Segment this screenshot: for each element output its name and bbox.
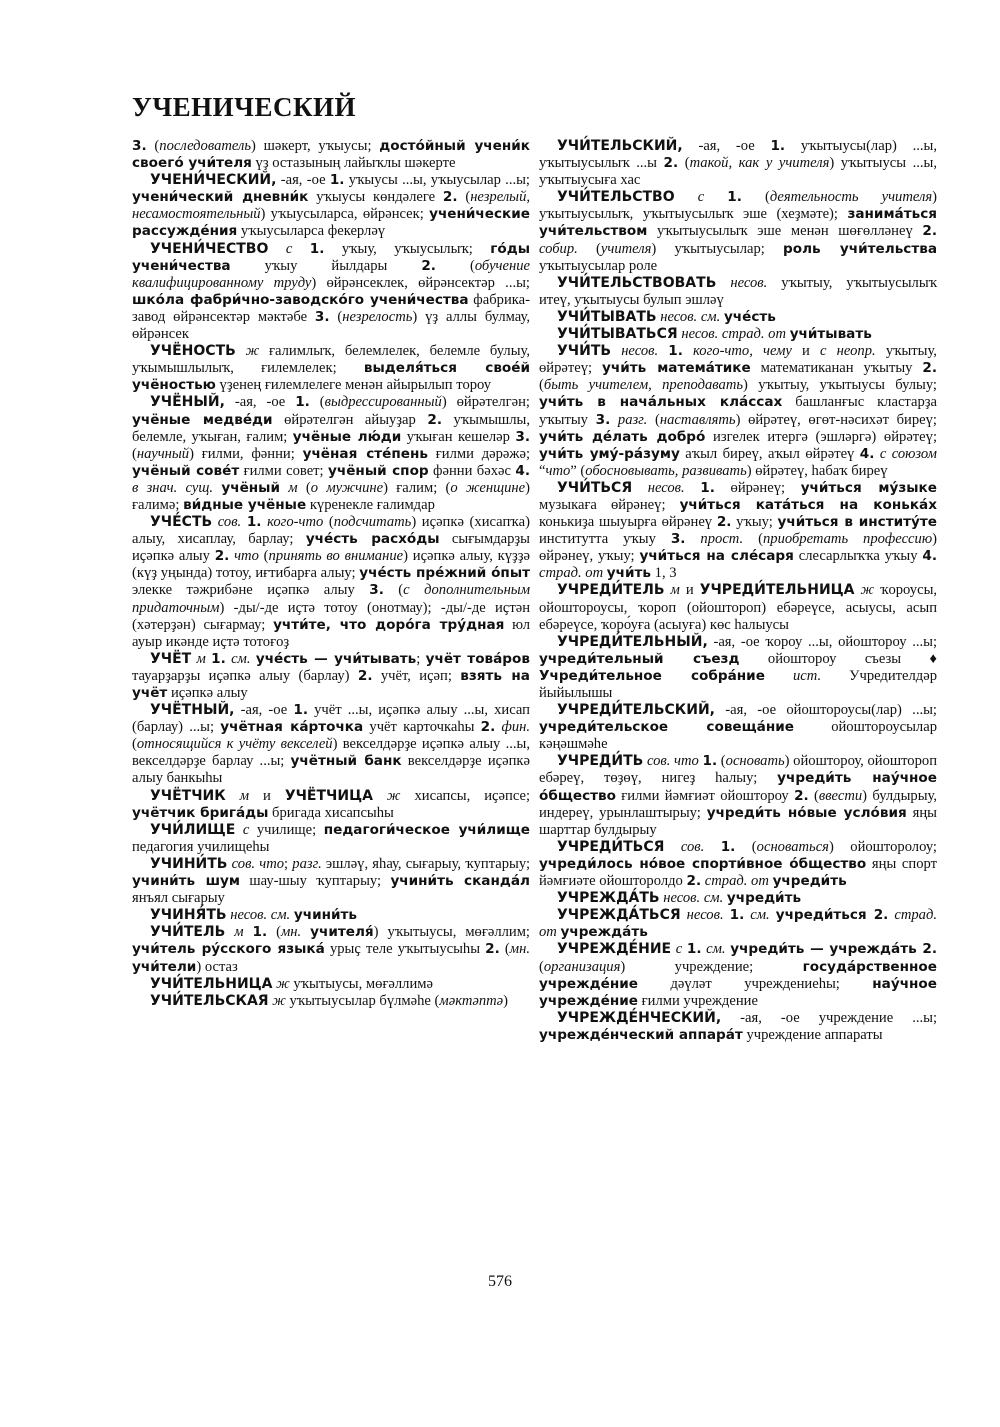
- dictionary-entry: УЧРЕЖДЕ́НЧЕСКИЙ, -ая, -ое учреждение ...ы; учрежде́нческий аппара́т учреждение аппараты: [539, 1009, 937, 1043]
- dictionary-entry: УЧИ́ТЫВАТЬ несов. см. уче́сть: [557, 308, 776, 325]
- page-header-title: УЧЕНИЧЕСКИЙ: [132, 92, 357, 122]
- dictionary-entry: УЧРЕДИ́ТЕЛЬСКИЙ, -ая, -ое ойоштороусы(лар) ...ы; учреди́тельское совеща́ние ойоштороусылар кәңәшмәһе: [539, 702, 937, 753]
- page-number: 576: [488, 1273, 512, 1290]
- dictionary-entry: УЧЁНОСТЬ ж ғалимлыҡ, белемлелек, белемле булыу, уҡымышлылыҡ, ғилемлелек; выделя́ться свое́й учёностью үҙенең ғилемлелеге менән айырылып тороу: [132, 343, 531, 394]
- dictionary-entry: УЧЕ́СТЬ сов. 1. кого-что (подсчитать) иҫәпкә (хисапҡа) алыу, хисаплау, барлау; уче́сть расхо́ды сығымдарҙы иҫәпкә алыу 2. что (принять во внимание) иҫәпкә алыу, күҙҙә (күҙ уңында) тотоу, иғтибарға алыу; уче́сть пре́жний о́пыт элекке тәжрибәне иҫәпкә алыу 3. (с дополнительным придаточным) -ды/-де иҫтә тотоу (онотмау); -ды/-де иҫтән (хәтерҙән) сығармау; учти́те, что доро́га тру́дная юл ауыр икәнде иҫтә тотоғоҙ: [132, 514, 531, 650]
- dictionary-entry: УЧРЕДИ́ТЬ сов. что 1. (основать) ойоштороу, ойоштороп ебәреү, төҙөү, нигеҙ һалыу; учреди́ть нау́чное о́бщество ғилми йәмғиәт ойоштороу 2. (ввести) булдырыу, индереү, урынлаштырыу; учреди́ть но́вые усло́вия яңы шарттар булдырыу: [539, 753, 938, 838]
- dictionary-entry: УЧИ́ТЬСЯ несов. 1. өйрәнеү; учи́ться му́зыке музыкаға өйрәнеү; учи́ться ката́ться на конька́х конькиҙа шыуырға өйрәнеү 2. уҡыу; учи́ться в институ́те институтта уҡыу 3. прост. (приобретать профессию) өйрәнеү, уҡыу; учи́ться на сле́саря слесарлыҡҡа уҡыу 4. страд. от учи́ть 1, 3: [539, 479, 937, 582]
- dictionary-entry: УЧРЕЖДА́ТЬ несов. см. учреди́ть: [557, 890, 802, 907]
- dictionary-entry: УЧИ́ТЕЛЬСТВОВАТЬ несов. уҡытыу, уҡытыусылыҡ итеү, уҡытыусы булып эшләү: [539, 274, 937, 308]
- dictionary-entry: УЧИ́ТЕЛЬ м 1. (мн. учителя́) уҡытыусы, мөғәллим; учи́тель ру́сского языка́ урыҫ теле уҡытыусыһы 2. (мн. учи́тели) остаз: [132, 924, 530, 975]
- dictionary-entry: 3. (последователь) шәкерт, уҡыусы; досто́йный учени́к своего́ учи́теля үҙ остазының лайыҡлы шәкерте: [132, 138, 531, 172]
- dictionary-entry: УЧИ́ТЕЛЬСТВО с 1. (деятельность учителя) уҡытыусылыҡ, уҡытыусылыҡ эше (хеҙмәте); занима́ться учи́тельством уҡытыусылыҡ эше менән шөғөлләнеү 2. собир. (учителя) уҡытыусылар; роль учи́тельства уҡытыусылар роле: [539, 189, 937, 274]
- dictionary-entry: УЧРЕЖДЕ́НИЕ с 1. см. учреди́ть — учрежда́ть 2. (организация) учреждение; госуда́рственное учрежде́ние дәүләт учреждениеһы; нау́чное учрежде́ние ғилми учреждение: [539, 941, 938, 1009]
- dictionary-entry: УЧРЕДИ́ТЕЛЬ м и УЧРЕДИ́ТЕЛЬНИЦА ж ҡороусы, ойоштороусы, ҡороп (ойоштороп) ебәреүсе, асыусы, асып ебәреүсе, ҡоро́уға (асыуға) көс һалыусы: [539, 582, 938, 633]
- dictionary-entry: УЧРЕДИ́ТЕЛЬНЫЙ, -ая, -ое ҡороу ...ы, ойоштороу ...ы; учреди́тельный съезд ойоштороу съезы ♦ Учреди́тельное собра́ние ист. Учредителдәр йыйылышы: [539, 633, 937, 701]
- dictionary-entry: УЧЕНИ́ЧЕСТВО с 1. уҡыу, уҡыусылыҡ; го́ды учени́чества уҡыу йылдары 2. (обучение квалифицированному труду) өйрәнсеклек, өйрәнсектәр ...ы; шко́ла фабри́чно-заводско́го учени́чества фабрика-завод өйрәнсектәр мәктәбе 3. (незрелость) үҙ аллы булмау, өйрәнсек: [132, 240, 530, 343]
- dictionary-entry: УЧЁТНЫЙ, -ая, -ое 1. учёт ...ы, иҫәпкә алыу ...ы, хисап (барлау) ...ы; учётная ка́рточка учёт карточкаһы 2. фин. (относящийся к учёту векселей) векселдәрҙе иҫәпкә алыу ...ы, векселдәрҙе барлау ...ы; учётный банк векселдәрҙе иҫәпкә алыу банкыһы: [132, 702, 530, 787]
- dictionary-entry: УЧЕНИ́ЧЕСКИЙ, -ая, -ое 1. уҡыусы ...ы, уҡыусылар ...ы; учени́ческий дневни́к уҡыусы көндәлеге 2. (незрелый, несамостоятельный) уҡыусыларса, өйрәнсек; учени́ческие рассужде́ния уҡыусыларса фекерләү: [132, 172, 531, 240]
- dictionary-entry: УЧИНЯ́ТЬ несов. см. учини́ть: [150, 907, 357, 924]
- dictionary-entry: УЧРЕЖДА́ТЬСЯ несов. 1. см. учреди́ться 2. страд. от учрежда́ть: [539, 907, 938, 941]
- dictionary-entry: УЧЁТЧИК м и УЧЁТЧИЦА ж хисапсы, иҫәпсе; учётчик брига́ды бригада хисапсыһы: [132, 787, 531, 821]
- dictionary-entry: УЧИ́ТЬ несов. 1. кого-что, чему и с неопр. уҡытыу, өйрәтеү; учи́ть матема́тике математиканан уҡытыу 2. (быть учителем, преподавать) уҡытыу, уҡытыусы булыу; учи́ть в нача́льных кла́ссах башланғыс кластарҙа уҡытыу 3. разг. (наставлять) өйрәтеү, өгөт-нәсихәт биреү; учи́ть де́лать добро́ изгелек итергә (эшләргә) өйрәтеү; учи́ть уму́-ра́зуму аҡыл биреү, аҡыл өйрәтеү 4. с союзом “что” (обосновывать, развивать) өйрәтеү, һабаҡ биреү: [539, 343, 938, 479]
- dictionary-entry: УЧРЕДИ́ТЬСЯ сов. 1. (основаться) ойошторолоу; учреди́лось но́вое спорти́вное о́бщество яңы спорт йәмғиәте ойошторолдо 2. страд. от учреди́ть: [539, 838, 937, 890]
- dictionary-entry: УЧИ́ТЕЛЬСКАЯ ж уҡытыусылар бүлмәһе (мәктәптә): [150, 992, 509, 1009]
- dictionary-entry: УЧИ́ЛИЩЕ с училище; педагоги́ческое учи́лище педагогия училищеһы: [132, 821, 531, 855]
- dictionary-entry: УЧИНИ́ТЬ сов. что; разг. эшләү, яһау, сығарыу, ҡуптарыу; учини́ть шум шау-шыу ҡуптарыу; учини́ть сканда́л янъял сығарыу: [132, 855, 530, 907]
- dictionary-entry: УЧИ́ТЕЛЬСКИЙ, -ая, -ое 1. уҡытыусы(лар) ...ы, уҡытыусылыҡ ...ы 2. (такой, как у учителя) уҡытыусы ...ы, уҡытыусыға хас: [539, 138, 937, 189]
- right-column: [539, 138, 937, 1044]
- dictionary-entry: УЧИ́ТЕЛЬНИЦА ж уҡытыусы, мөғәллимә: [150, 975, 433, 992]
- dictionary-entry: УЧИ́ТЫВАТЬСЯ несов. страд. от учи́тывать: [557, 326, 872, 343]
- dictionary-entry: УЧЁТ м 1. см. уче́сть — учи́тывать; учёт това́ров тауарҙарҙы иҫәпкә алыу (барлау) 2. учёт, иҫәп; взять на учёт иҫәпкә алыу: [132, 650, 530, 701]
- dictionary-entry: УЧЁНЫЙ, -ая, -ое 1. (выдрессированный) өйрәтелгән; учёные медве́ди өйрәтелгән айыуҙар 2. уҡымышлы, белемле, уҡыған, ғалим; учёные лю́ди уҡыған кешеләр 3. (научный) ғилми, фәнни; учёная сте́пень ғилми дәрәжә; учёный сове́т ғилми совет; учёный спор фәнни бәхәс 4. в знач. сущ. учёный м (о мужчине) ғалим; (о женщине) ғалимә; ви́дные учёные күренекле ғалимдар: [132, 394, 531, 513]
- left-column: [132, 138, 530, 1010]
